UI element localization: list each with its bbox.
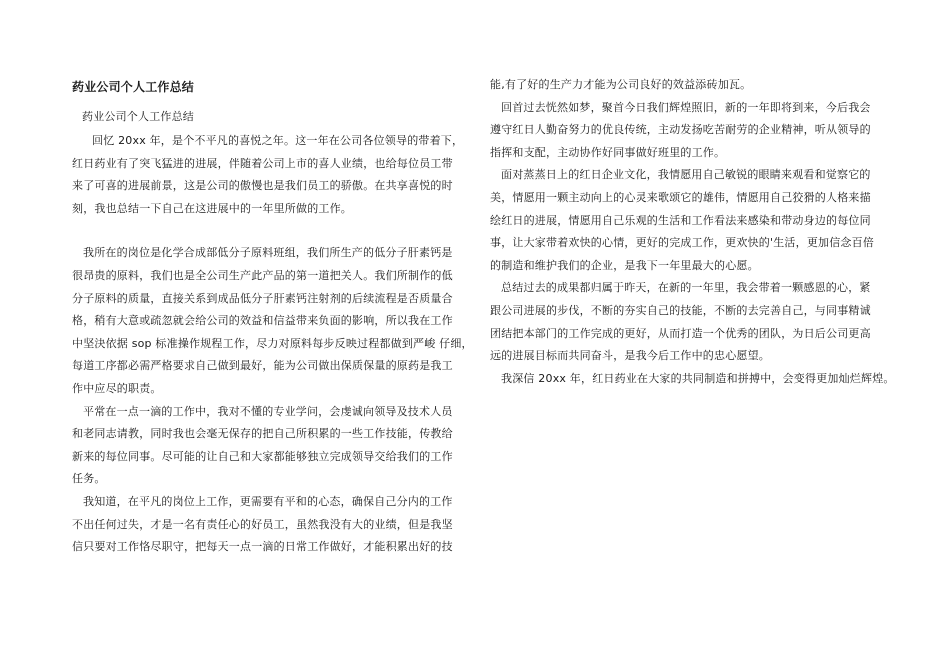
paragraph-5 xyxy=(490,74,890,97)
text-line: 信只要对工作恪尽职守，把每天一点一滴的日常工作做好，才能积累出好的技 xyxy=(72,540,453,554)
text-line: 平常在一点一滴的工作中，我对不懂的专业学问，会虔诚向领导及技术人员 xyxy=(83,404,453,418)
text-line: 我深信 20xx 年，红日药业在大家的共同制造和拼搏中，会变得更加灿烂辉煌。 xyxy=(501,371,895,385)
text-line: 作中应尽的职责。 xyxy=(72,381,162,395)
text-line: 指挥和支配，主动协作好同事做好班里的工作。 xyxy=(490,145,726,159)
text-line: 很昂贵的原料，我们也是全公司生产此产品的第一道把关人。我们所制作的低 xyxy=(72,268,453,282)
paragraph-3 xyxy=(72,401,467,491)
text-line: 我知道，在平凡的岗位上工作，更需要有平和的心态，确保自己分内的工作 xyxy=(83,494,453,508)
text-line: 中坚決依据 sop 标准操作规程工作，尽力对原料每步反映过程都做到严峻 仔细， xyxy=(72,336,473,350)
right-column xyxy=(490,74,895,390)
text-line: 我所在的岗位是化学合成部低分子原料班组，我们所生产的低分子肝素钙是 xyxy=(83,246,453,260)
text-line: 团结把本部门的工作完成的更好，从而打造一个优秀的团队，为日后公司更高 xyxy=(490,326,871,340)
paragraph-7 xyxy=(490,164,890,277)
text-line: 回忆 20xx 年，是个不平凡的喜悦之年。这一年在公司各位领导的带着下， xyxy=(92,134,464,147)
text-line: 的制造和维护我们的企业，是我下一年里最大的心愿。 xyxy=(490,258,759,272)
document-title: 药业公司个人工作总结 xyxy=(72,80,195,94)
text-line: 回首过去恍然如梦，聚首今日我们辉煌照旧，新的一年即将到来，今后我会 xyxy=(501,100,871,114)
text-line: 分子原料的质量，直接关系到成品低分子肝素钙注射剂的后续流程是否质量合 xyxy=(72,291,453,305)
text-line: 任务。 xyxy=(72,472,106,486)
paragraph-9 xyxy=(490,368,895,391)
text-line: 远的进展目标而共同奋斗，是我今后工作中的忠心愿望。 xyxy=(490,349,770,363)
paragraph-4 xyxy=(72,491,467,559)
text-line: 面对蒸蒸日上的红日企业文化，我情愿用自己敏锐的眼睛来观看和觉察它的 xyxy=(501,168,871,182)
blank-line xyxy=(72,220,467,242)
text-line: 跟公司进展的步伐，不断的夯实自己的技能，不断的去完善自己，与同事精诚 xyxy=(490,303,871,317)
left-column xyxy=(72,76,473,559)
text-line: 新来的每位同事。尽可能的让自己和大家都能够独立完成领导交给我们的工作 xyxy=(72,449,453,463)
document-subtitle: 药业公司个人工作总结 xyxy=(82,110,194,123)
text-line: 来了可喜的进展前景，这是公司的傲慢也是我们员工的骄傲。在共享喜悦的时 xyxy=(72,179,453,193)
text-line: 格，稍有大意或疏忽就会给公司的效益和信益带来负面的影响，所以我在工作 xyxy=(72,314,453,328)
text-line: 和老同志请教，同时我也会毫无保存的把自己所积累的一些工作技能，传教给 xyxy=(72,427,453,441)
text-line: 不出任何过失，才是一名有责任心的好员工，虽然我没有大的业绩，但是我坚 xyxy=(72,517,453,531)
paragraph-1 xyxy=(72,130,467,220)
text-line: 美，情愿用一颗主动向上的心灵来歌颂它的雄伟，情愿用自己狡猾的人格来描 xyxy=(490,190,871,204)
text-line: 绘红日的进展，情愿用自己乐观的生活和工作看法来感染和带动身边的每位同 xyxy=(490,213,871,227)
text-line: 遵守红日人勤奋努力的优良传统，主动发扬吃苦耐劳的企业精神，听从领导的 xyxy=(490,123,871,137)
text-line: 事，让大家带着欢快的心情，更好的完成工作，更欢快的'生活，更加信念百倍 xyxy=(490,236,875,250)
text-line: 红日药业有了突飞猛进的进展，伴随着公司上市的喜人业绩，也给每位员工带 xyxy=(72,156,453,170)
text-line: 刻，我也总结一下自己在这进展中的一年里所做的工作。 xyxy=(72,201,352,215)
text-line: 每道工序都必需严格要求自己做到最好，能为公司做出保质保量的原药是我工 xyxy=(72,359,453,373)
text-line: 总结过去的成果都归属于昨天，在新的一年里，我会带着一颗感恩的心，紧 xyxy=(501,281,871,295)
paragraph-2 xyxy=(72,242,473,400)
paragraph-6 xyxy=(490,97,890,165)
paragraph-8 xyxy=(490,277,890,367)
text-line: 能,有了好的生产力才能为公司良好的效益添砖加瓦。 xyxy=(490,78,752,91)
